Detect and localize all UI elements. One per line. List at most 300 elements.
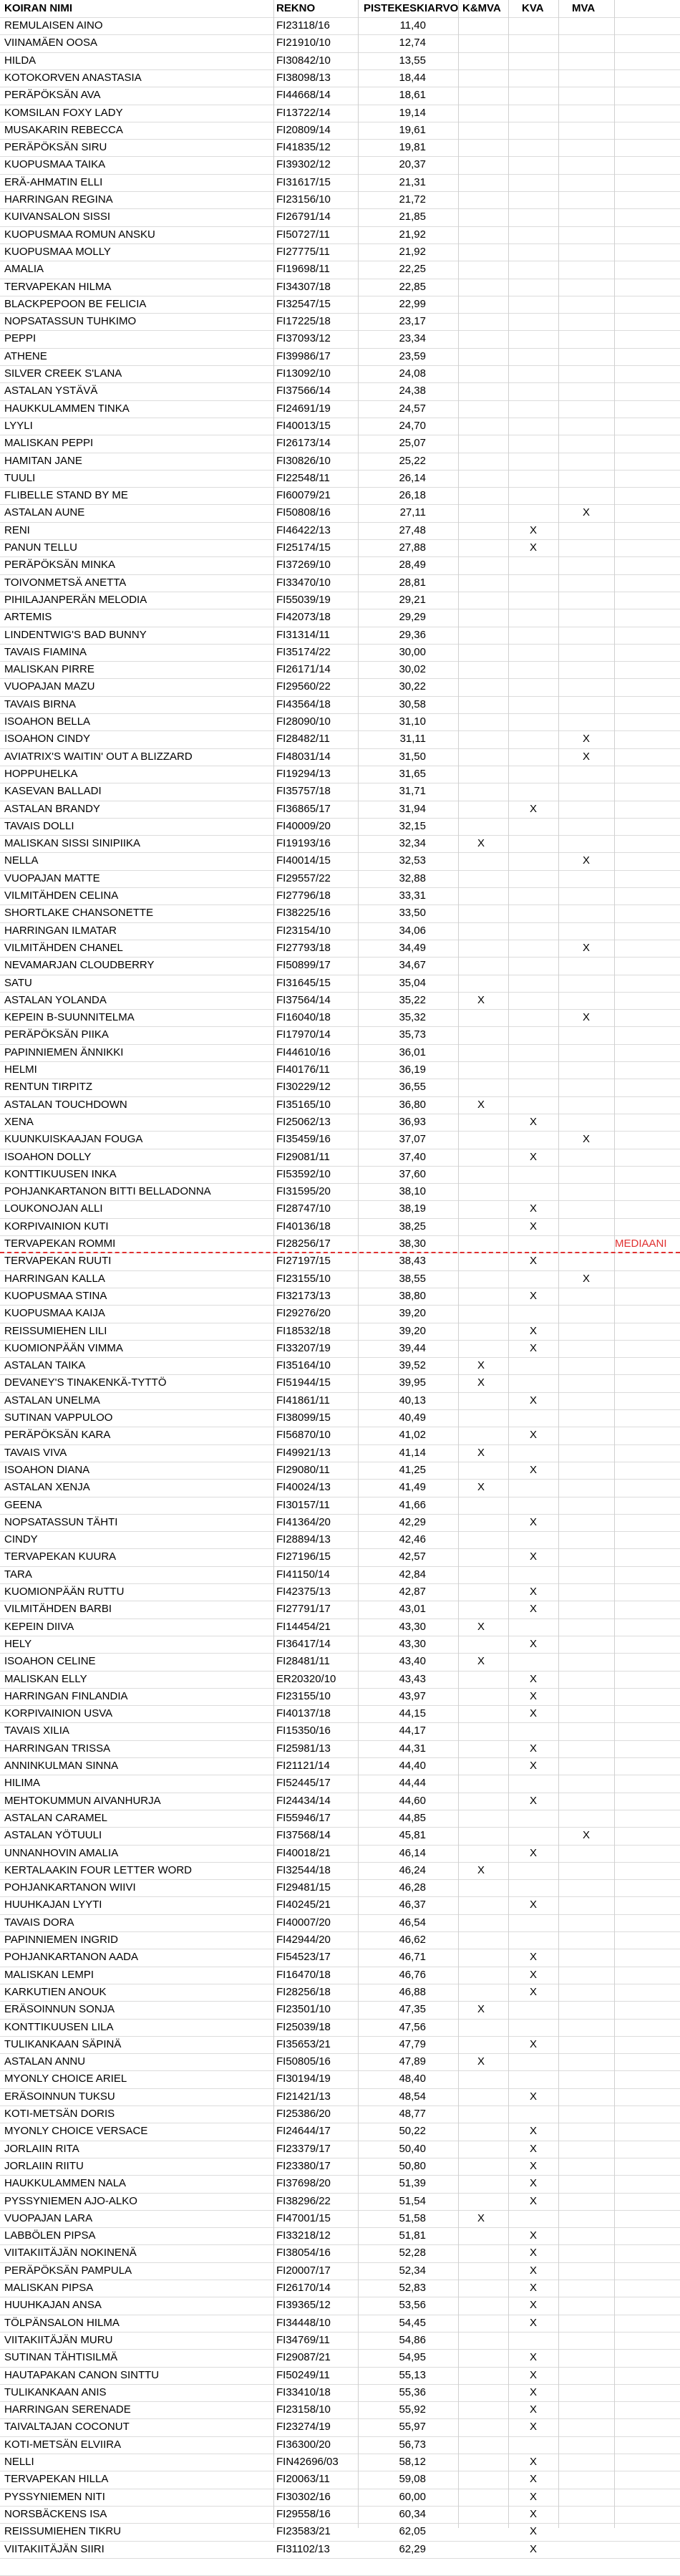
kmva-mark-cell [459,1601,503,1618]
kmva-mark-cell [459,1026,503,1043]
kmva-mark-cell [459,2105,503,2123]
mva-mark-cell [559,975,613,992]
mva-mark-cell [559,905,613,922]
point-average-cell: 28,49 [399,559,426,571]
kmva-mark-cell [459,1200,503,1217]
kmva-mark-cell: X [477,2055,485,2068]
reg-no-cell: FI42375/13 [276,1586,331,1598]
kmva-mark-cell [459,1497,503,1514]
point-average-cell: 53,56 [399,2299,426,2312]
mva-mark-cell [559,1357,613,1374]
point-average-cell: 28,81 [399,576,426,589]
point-average-cell: 11,40 [399,19,426,32]
kva-mark-cell [508,2210,558,2227]
mva-mark-cell [559,470,613,487]
kva-mark-cell: X [529,2247,537,2259]
kmva-mark-cell [459,2175,503,2192]
point-average-cell: 50,40 [399,2142,426,2155]
point-average-cell: 44,60 [399,1794,426,1807]
mva-mark-cell [559,2332,613,2349]
dog-name-cell: ASTALAN YSTÄVÄ [4,385,98,397]
mva-mark-cell [559,2401,613,2418]
kmva-mark-cell [459,2332,503,2349]
mva-mark-cell [559,922,613,940]
mva-mark-cell [559,2070,613,2088]
dog-name-cell: TAIVALTAJAN COCONUT [4,2421,130,2433]
point-average-cell: 34,49 [399,941,426,954]
kva-mark-cell [508,1374,558,1391]
reg-no-cell: FI26170/14 [276,2282,331,2294]
kmva-mark-cell: X [477,1620,485,1633]
mva-mark-cell [559,627,613,644]
dog-name-cell: HOPPUHELKA [4,767,78,780]
mva-mark-cell [559,1253,613,1270]
reg-no-cell: FI50249/11 [276,2368,330,2381]
dog-name-cell: ASTALAN YOLANDA [4,993,107,1006]
point-average-cell: 36,55 [399,1081,426,1094]
dog-name-cell: KUOPUSMAA TAIKA [4,158,106,171]
mva-mark-cell [559,1566,613,1583]
kmva-mark-cell [459,2489,503,2506]
reg-no-cell: FI28256/18 [276,1985,331,1998]
point-average-cell: 55,92 [399,2403,426,2416]
point-average-cell: 44,17 [399,1724,426,1737]
kmva-mark-cell [459,2262,503,2280]
dog-name-cell: NEVAMARJAN CLOUDBERRY [4,959,155,972]
kva-mark-cell [508,1931,558,1949]
dog-name-cell: HARRINGAN FINLANDIA [4,1689,128,1702]
kmva-mark-cell [459,1757,503,1775]
kva-mark-cell: X [529,2525,537,2538]
dog-name-cell: PEPPI [4,332,37,345]
point-average-cell: 51,54 [399,2194,426,2207]
kva-mark-cell [508,1131,558,1148]
mva-mark-cell [559,17,613,34]
dog-name-cell: ASTALAN CARAMEL [4,1811,107,1824]
dog-name-cell: VIITAKIITÄJÄN SIIRI [4,2542,105,2555]
kva-mark-cell [508,400,558,418]
dog-name-cell: HAUTAPAKAN CANON SINTTU [4,2368,160,2381]
mva-mark-cell [559,1636,613,1653]
mva-mark-cell [559,261,613,278]
point-average-cell: 21,31 [399,175,426,188]
point-average-cell: 19,14 [399,106,426,119]
mva-mark-cell [559,783,613,800]
kmva-mark-cell [459,34,503,52]
kva-mark-cell: X [529,2177,537,2190]
dog-name-cell: TARA [4,1568,32,1581]
reg-no-cell: FI38225/16 [276,907,331,920]
reg-no-cell: FI40014/15 [276,854,331,867]
kva-mark-cell: X [529,1515,537,1528]
point-average-cell: 30,02 [399,663,426,676]
point-average-cell: 22,99 [399,297,426,310]
point-average-cell: 58,12 [399,2456,426,2468]
kva-mark-cell: X [529,2229,537,2242]
kmva-mark-cell [459,2036,503,2053]
kmva-mark-cell [459,957,503,974]
kva-mark-cell [508,174,558,191]
mva-mark-cell [559,1114,613,1131]
reg-no-cell: FI24644/17 [276,2125,331,2138]
reg-no-cell: FI29558/16 [276,2507,331,2520]
dog-name-cell: HELMI [4,1063,37,1076]
reg-no-cell: FI40176/11 [276,1063,330,1076]
reg-no-cell: FI25062/13 [276,1115,331,1128]
dog-name-cell: KOTOKORVEN ANASTASIA [4,71,142,84]
kmva-mark-cell [459,870,503,887]
kmva-mark-cell [459,783,503,800]
kmva-mark-cell: X [477,1098,485,1111]
dog-name-cell: ASTALAN TAIKA [4,1359,86,1372]
point-average-cell: 50,22 [399,2125,426,2138]
kmva-mark-cell [459,2523,503,2540]
kmva-mark-cell [459,1149,503,1166]
mva-mark-cell [559,2418,613,2436]
kva-mark-cell [508,627,558,644]
reg-no-cell: FI56870/10 [276,1429,331,1442]
reg-no-cell: FI28894/13 [276,1533,331,1546]
reg-no-cell: FI24691/19 [276,402,331,415]
reg-no-cell: FI37566/14 [276,385,331,397]
mva-mark-cell [559,1462,613,1479]
mva-mark-cell [559,1583,613,1601]
kmva-mark-cell [459,661,503,678]
mva-mark-cell [559,2019,613,2036]
kva-mark-cell: X [529,2159,537,2172]
reg-no-cell: FI42944/20 [276,1934,331,1946]
dog-name-cell: LINDENTWIG'S BAD BUNNY [4,628,147,641]
dog-name-cell: VIITAKIITÄJÄN MURU [4,2333,113,2346]
dog-name-cell: ANNINKULMAN SINNA [4,1760,119,1772]
reg-no-cell: FI32544/18 [276,1863,331,1876]
kva-mark-cell: X [529,2125,537,2138]
reg-no-cell: FI38098/13 [276,71,331,84]
kva-mark-cell [508,296,558,313]
point-average-cell: 39,95 [399,1376,426,1389]
kva-mark-cell: X [529,2351,537,2364]
reg-no-cell: FI39365/12 [276,2299,331,2312]
point-average-cell: 48,54 [399,2090,426,2103]
point-average-cell: 47,79 [399,2037,426,2050]
point-average-cell: 30,00 [399,645,426,658]
mva-mark-cell [559,1722,613,1740]
dog-name-cell: SUTINAN TÄHTISILMÄ [4,2351,118,2364]
kmva-mark-cell [459,105,503,122]
kva-mark-cell [508,313,558,330]
mva-mark-cell [559,592,613,609]
reg-no-cell: FI32173/13 [276,1289,331,1302]
point-average-cell: 29,36 [399,628,426,641]
point-average-cell: 54,45 [399,2316,426,2329]
mva-mark-cell [559,2349,613,2366]
reg-no-cell: FI36865/17 [276,802,331,815]
kmva-mark-cell [459,2454,503,2471]
mva-mark-cell [559,1392,613,1409]
mva-mark-cell [559,870,613,887]
mva-mark-cell [559,1688,613,1705]
dog-name-cell: VILMITÄHDEN CHANEL [4,941,123,954]
mva-mark-cell [559,2175,613,2192]
kmva-mark-cell [459,2158,503,2175]
reg-no-cell: FI25981/13 [276,1742,331,1755]
mva-mark-cell [559,1531,613,1548]
reg-no-cell: FI44610/16 [276,1046,331,1058]
kmva-mark-cell [459,2227,503,2244]
kva-mark-cell: X [529,1794,537,1807]
dog-name-cell: ASTALAN UNELMA [4,1394,100,1407]
dog-name-cell: ASTALAN ANNU [4,2055,86,2068]
reg-no-cell: FI27197/15 [276,1255,331,1268]
dog-name-cell: TAVAIS FIAMINA [4,645,87,658]
mva-mark-cell [559,2193,613,2210]
point-average-cell: 47,89 [399,2055,426,2068]
dog-name-cell: VILMITÄHDEN BARBI [4,1603,112,1616]
reg-no-cell: FI60079/21 [276,489,331,502]
reg-no-cell: FI26791/14 [276,211,331,223]
kva-mark-cell [508,1305,558,1322]
point-average-cell: 38,10 [399,1185,426,1198]
point-average-cell: 44,44 [399,1777,426,1790]
kva-mark-cell [508,2105,558,2123]
kva-mark-cell [508,2053,558,2070]
kmva-mark-cell [459,609,503,626]
reg-no-cell: FI27796/18 [276,889,331,902]
dog-name-cell: KASEVAN BALLADI [4,785,102,798]
point-average-cell: 46,24 [399,1863,426,1876]
kmva-mark-cell: X [477,2211,485,2224]
dog-name-cell: AMALIA [4,263,44,276]
kmva-mark-cell [459,2506,503,2523]
dog-name-cell: TÖLPÄNSALON HILMA [4,2316,120,2329]
kmva-mark-cell [459,818,503,835]
point-average-cell: 39,20 [399,1307,426,1320]
mva-mark-cell: X [582,941,590,954]
kva-mark-cell: X [529,2403,537,2416]
point-average-cell: 56,73 [399,2438,426,2451]
dog-name-cell: MALISKAN SISSI SINIPIIKA [4,837,141,850]
reg-no-cell: FI20809/14 [276,123,331,136]
kmva-mark-cell [459,1323,503,1340]
kva-mark-cell [508,783,558,800]
point-average-cell: 32,53 [399,854,426,867]
mva-mark-cell [559,2244,613,2262]
point-average-cell: 19,61 [399,123,426,136]
reg-no-cell: FI29560/22 [276,680,331,693]
dog-name-cell: DEVANEY'S TINAKENKÄ-TYTTÖ [4,1376,167,1389]
reg-no-cell: FI38296/22 [276,2194,331,2207]
reg-no-cell: FI41150/14 [276,1568,330,1581]
point-average-cell: 62,29 [399,2542,426,2555]
kva-mark-cell: X [529,524,537,536]
mva-mark-cell [559,52,613,69]
reg-no-cell: FI38099/15 [276,1412,331,1424]
kva-mark-cell [508,975,558,992]
mva-mark-cell [559,1044,613,1061]
point-average-cell: 48,40 [399,2073,426,2085]
point-average-cell: 23,17 [399,315,426,328]
dog-name-cell: TERVAPEKAN HILLA [4,2473,109,2486]
kva-mark-cell [508,957,558,974]
dog-name-cell: KOTI-METSÄN DORIS [4,2108,115,2120]
kva-mark-cell [508,661,558,678]
reg-no-cell: FI47001/15 [276,2211,331,2224]
point-average-cell: 52,34 [399,2264,426,2277]
mva-mark-cell [559,556,613,574]
point-average-cell: 34,67 [399,959,426,972]
point-average-cell: 30,58 [399,698,426,710]
mva-mark-cell [559,1757,613,1775]
point-average-cell: 35,73 [399,1028,426,1041]
mva-mark-cell [559,2454,613,2471]
point-average-cell: 43,43 [399,1672,426,1685]
kva-mark-cell [508,1235,558,1253]
dog-name-cell: JORLAIIN RIITU [4,2159,84,2172]
reg-no-cell: FI19193/16 [276,837,331,850]
point-average-cell: 38,43 [399,1255,426,1268]
mva-mark-cell [559,1497,613,1514]
point-average-cell: 42,57 [399,1550,426,1563]
reg-no-cell: FI21121/14 [276,1760,330,1772]
point-average-cell: 31,65 [399,767,426,780]
mva-mark-cell [559,2315,613,2332]
kmva-mark-cell [459,1409,503,1427]
kva-mark-cell [508,1775,558,1792]
mva-mark-cell [559,1896,613,1914]
dog-name-cell: LOUKONOJAN ALLI [4,1202,103,1215]
kmva-mark-cell [459,1671,503,1688]
point-average-cell: 32,88 [399,872,426,884]
kmva-mark-cell [459,1427,503,1444]
point-average-cell: 34,06 [399,924,426,937]
point-average-cell: 59,08 [399,2473,426,2486]
reg-no-cell: FI27196/15 [276,1550,331,1563]
dog-name-cell: SHORTLAKE CHANSONETTE [4,907,154,920]
reg-no-cell: FI30157/11 [276,1498,330,1511]
dog-name-cell: ISOAHON DIANA [4,1463,90,1476]
reg-no-cell: FI28256/17 [276,1238,331,1250]
kva-mark-cell [508,1879,558,1896]
kmva-mark-cell [459,69,503,87]
dog-name-cell: KEPEIN B-SUUNNITELMA [4,1011,135,1024]
point-average-cell: 37,07 [399,1133,426,1146]
dog-name-cell: TAVAIS VIVA [4,1446,67,1459]
kva-mark-cell [508,1409,558,1427]
reg-no-cell: FI43564/18 [276,698,331,710]
kva-mark-cell [508,992,558,1009]
kmva-mark-cell [459,1688,503,1705]
kmva-mark-cell: X [477,993,485,1006]
mva-mark-cell: X [582,1829,590,1842]
kva-mark-cell: X [529,1899,537,1911]
dog-name-cell: TULIKANKAAN ANIS [4,2386,107,2398]
point-average-cell: 60,34 [399,2507,426,2520]
dog-name-cell: KUOMIONPÄÄN VIMMA [4,1341,123,1354]
kva-mark-cell [508,1619,558,1636]
point-average-cell: 44,31 [399,1742,426,1755]
reg-no-cell: FI23155/10 [276,1689,331,1702]
mva-mark-cell [559,2367,613,2384]
dog-name-cell: PYSSYNIEMEN NITI [4,2490,105,2503]
point-average-cell: 23,34 [399,332,426,345]
point-average-cell: 24,38 [399,385,426,397]
dog-name-cell: HARRINGAN ILMATAR [4,924,117,937]
dog-name-cell: KUOPUSMAA ROMUN ANSKU [4,228,155,241]
mva-mark-cell [559,1079,613,1096]
kva-mark-cell [508,766,558,783]
dog-name-cell: KEPEIN DIIVA [4,1620,74,1633]
dog-name-cell: KOTI-METSÄN ELVIIRA [4,2438,122,2451]
mva-mark-cell [559,2541,613,2558]
dog-name-cell: KERTALAAKIN FOUR LETTER WORD [4,1863,192,1876]
mva-mark-cell [559,1931,613,1949]
kva-mark-cell [508,852,558,869]
kmva-mark-cell [459,1009,503,1026]
kmva-mark-cell [459,139,503,156]
dog-name-cell: PERÄPÖKSÄN SIRU [4,141,107,154]
mva-mark-cell [559,1914,613,1931]
point-average-cell: 25,07 [399,437,426,450]
point-average-cell: 46,28 [399,1881,426,1894]
kmva-mark-cell [459,801,503,818]
mva-mark-cell [559,574,613,592]
mva-mark-cell [559,2280,613,2297]
point-average-cell: 22,85 [399,280,426,293]
kva-mark-cell [508,887,558,905]
point-average-cell: 54,95 [399,2351,426,2364]
dog-name-cell: VUOPAJAN MATTE [4,872,100,884]
header-reg-no: REKNO [276,2,316,14]
dog-name-cell: HUUHKAJAN ANSA [4,2299,102,2312]
kmva-mark-cell [459,1775,503,1792]
mva-mark-cell [559,2297,613,2314]
dog-name-cell: REISSUMIEHEN LILI [4,1324,107,1337]
point-average-cell: 24,70 [399,419,426,432]
kmva-mark-cell [459,2297,503,2314]
reg-no-cell: FI40136/18 [276,1220,331,1232]
reg-no-cell: FI15350/16 [276,1724,331,1737]
mva-mark-cell: X [582,854,590,867]
reg-no-cell: FI30229/12 [276,1081,331,1094]
kva-mark-cell: X [529,2194,537,2207]
dog-name-cell: ISOAHON BELLA [4,715,91,728]
kmva-mark-cell [459,644,503,661]
point-average-cell: 37,40 [399,1150,426,1163]
mva-mark-cell [559,1479,613,1496]
point-average-cell: 51,81 [399,2229,426,2242]
kva-mark-cell: X [529,2507,537,2520]
dog-name-cell: TERVAPEKAN ROMMI [4,1238,116,1250]
reg-no-cell: FI51944/15 [276,1376,331,1389]
mva-mark-cell [559,1949,613,1966]
mva-mark-cell [559,365,613,382]
kmva-mark-cell [459,1288,503,1305]
point-average-cell: 18,44 [399,71,426,84]
dog-name-cell: ISOAHON CELINE [4,1655,96,1668]
dog-name-cell: SATU [4,976,32,989]
mva-mark-cell [559,174,613,191]
kmva-mark-cell [459,1114,503,1131]
kmva-mark-cell [459,852,503,869]
dog-name-cell: LYYLI [4,419,33,432]
kva-mark-cell [508,87,558,104]
kmva-mark-cell [459,975,503,992]
kmva-mark-cell: X [477,2003,485,2016]
mva-mark-cell [559,2105,613,2123]
kva-mark-cell [508,504,558,521]
kmva-mark-cell [459,748,503,766]
kmva-mark-cell [459,2541,503,2558]
